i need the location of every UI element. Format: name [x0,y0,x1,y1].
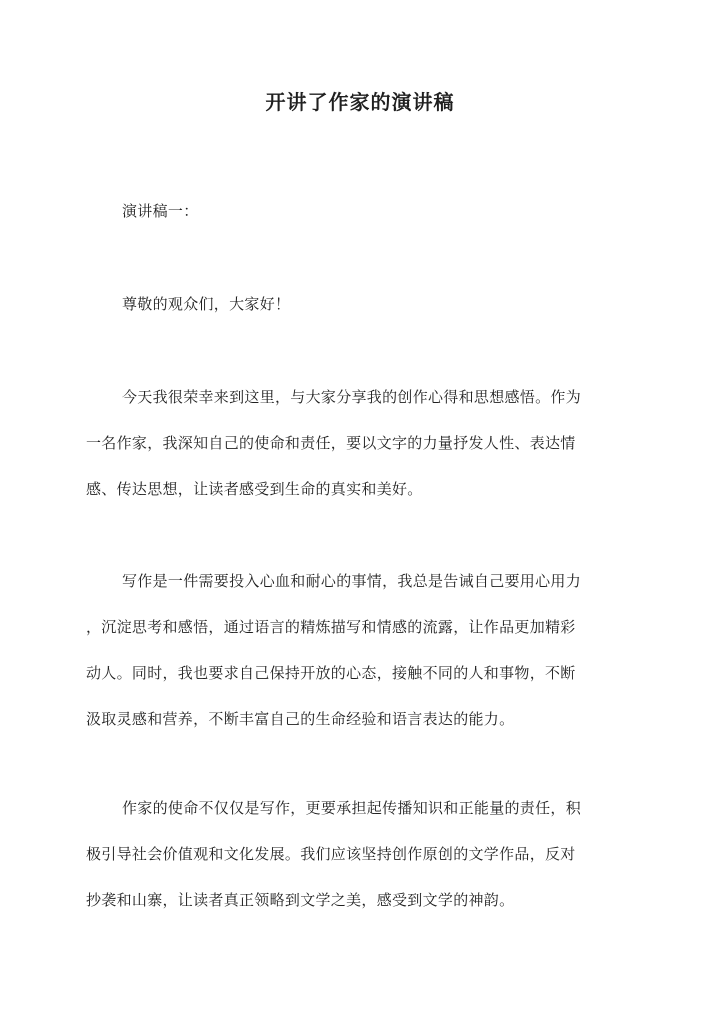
paragraph-line: 作家的使命不仅仅是写作，更要承担起传播知识和正能量的责任，积 [122,799,582,817]
paragraph-line: 今天我很荣幸来到这里，与大家分享我的创作心得和思想感悟。作为 [122,388,582,406]
paragraph-line: 汲取灵感和营养，不断丰富自己的生命经验和语言表达的能力。 [86,710,515,728]
paragraph-line: 写作是一件需要投入心血和耐心的事情，我总是告诫自己要用心用力 [122,572,582,590]
paragraph-3 [86,785,636,923]
document-title: 开讲了作家的演讲稿 [265,90,455,114]
paragraph-1 [86,374,636,512]
greeting-text: 尊敬的观众们，大家好！ [122,295,291,313]
paragraph-line: 一名作家，我深知自己的使命和责任，要以文字的力量抒发人性、表达情 [86,434,576,452]
paragraph-line: 极引导社会价值观和文化发展。我们应该坚持创作原创的文学作品，反对 [86,845,576,863]
paragraph-line: 感、传达思想，让读者感受到生命的真实和美好。 [86,480,423,498]
paragraph-2 [86,558,636,742]
paragraph-line: 动人。同时，我也要求自己保持开放的心态，接触不同的人和事物，不断 [86,664,576,682]
greeting-paragraph [86,281,636,327]
paragraph-line: ，沉淀思考和感悟，通过语言的精炼描写和情感的流露，让作品更加精彩 [86,618,576,636]
section-label [86,188,636,234]
paragraph-line: 抄袭和山寨，让读者真正领略到文学之美，感受到文学的神韵。 [86,891,515,909]
section-label-text: 演讲稿一： [122,202,199,220]
